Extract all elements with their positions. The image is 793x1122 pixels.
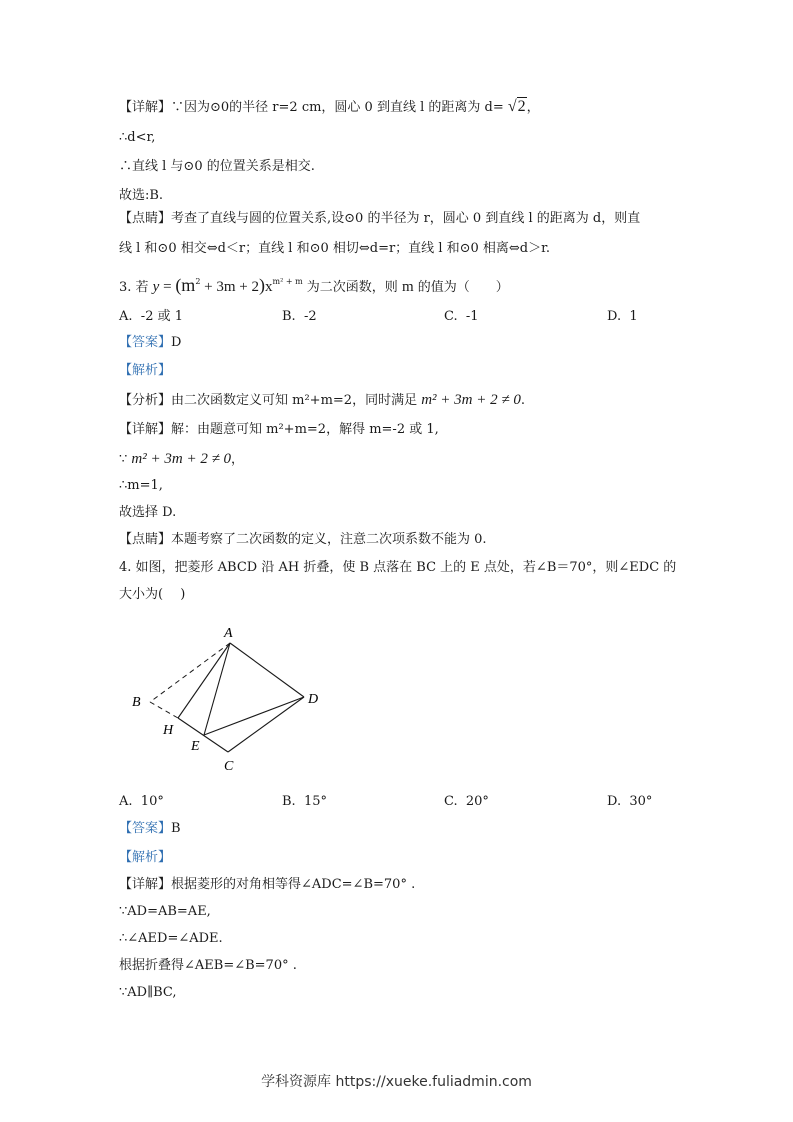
q2-line2: ∴d<r, [119,130,156,145]
answer-value: D [171,335,182,350]
detail-text: 根据菱形的对角相等得∠ADC=∠B=70° . [171,877,416,892]
edge-ad [230,643,304,697]
q4-option-a[interactable] [119,793,164,811]
q4-answer [119,820,181,838]
formula-eq: = [159,279,176,295]
option-label: A. [119,309,133,324]
q2-detail-tag: 【详解】 [119,100,172,115]
q3-comment [119,531,487,549]
q3-suffix1: 为二次函数，则 [302,280,402,295]
q3-option-a[interactable] [119,308,183,326]
q2-comment-text1: 考查了直线与圆的位置关系,设⊙0 的半径为 r，圆心 0 到直线 l 的距离为 d，则直 [171,211,641,226]
detail-tag: 【详解】 [119,877,172,892]
q3-because [119,450,244,469]
option-text: 10° [140,794,164,809]
edge-ae [204,643,230,735]
option-label: B. [282,794,296,809]
edge-ed [204,697,304,735]
option-text: -2 [303,309,317,324]
option-text: -1 [465,309,479,324]
edge-hc [178,718,228,752]
edge-cd [228,697,304,752]
q3-option-d[interactable] [607,308,638,326]
answer-value: B [171,821,181,836]
formula-mid: + 3m + 2 [200,279,259,295]
label-d: D [308,692,319,707]
edge-ah [178,643,230,718]
option-label: C. [444,309,458,324]
q4-detail [119,876,415,894]
q4-option-c[interactable] [444,793,489,811]
q3-analysis-tag: 【解析】 [119,363,172,378]
var-m: m [401,279,414,295]
edge-bh-dashed [150,702,178,718]
formula-close: ) [259,275,265,295]
q4-stem-line1: 4. 如图，把菱形 ABCD 沿 AH 折叠，使 B 点落在 BC 上的 E 点处，若∠B＝70°，则∠EDC 的 [119,560,677,575]
q3-detail [119,421,439,439]
q4-line2: ∵AD=AB=AE, [119,904,211,919]
q2-detail-end: ， [526,100,540,115]
q4-line5: ∵AD∥BC, [119,985,177,1000]
option-text: 15° [303,794,327,809]
q2-comment-line1 [119,210,640,228]
because-formula: m² + 3m + 2 ≠ 0 [131,451,232,467]
option-label: C. [444,794,458,809]
label-a: A [224,626,233,641]
formula-x: x [265,279,273,295]
formula-y: y [152,279,160,295]
because-symbol: ∵ [119,452,132,467]
q2-line4: 故选:B. [119,188,164,203]
q2-detail-text: ∵因为⊙0的半径 r=2 cm，圆心 0 到直线 l 的距离为 d= [171,100,508,115]
label-c: C [224,759,234,774]
q2-line3: ∴直线 l 与⊙0 的位置关系是相交. [119,159,315,174]
answer-tag: 【答案】 [119,335,172,350]
detail-text: 解：由题意可知 m²+m=2，解得 m=-2 或 1, [171,422,439,437]
label-e: E [191,739,200,754]
option-label: D. [607,309,622,324]
q4-analysis-tag: 【解析】 [119,850,172,865]
sqrt-radicand: 2 [517,98,526,115]
q4-line3: ∴∠AED=∠ADE. [119,931,223,946]
fenxi-text: 由二次函数定义可知 m²+m=2，同时满足 [171,393,422,408]
option-text: 20° [465,794,489,809]
option-label: A. [119,794,133,809]
q3-choose: 故选择 D. [119,505,177,520]
q3-option-b[interactable] [282,308,317,326]
label-h: H [163,723,174,738]
q3-therefore: ∴m=1, [119,478,163,493]
formula-sq: 2 [195,277,201,286]
q3-option-c[interactable] [444,308,479,326]
option-text: -2 或 1 [140,309,183,324]
rhombus-figure [120,620,340,780]
q3-answer [119,334,181,352]
because-end: ， [231,452,245,467]
q3-prefix: 3. 若 [119,280,153,295]
option-label: B. [282,309,296,324]
q2-comment-line2: 线 l 和⊙0 相交⇔d＜r；直线 l 和⊙0 相切⇔d=r；直线 l 和⊙0 相离⇔d＞r. [119,241,551,256]
q3-fenxi [119,391,525,410]
formula-exp: m² + m [272,277,303,286]
sqrt-two: √2 [507,98,526,115]
fenxi-formula: m² + 3m + 2 ≠ 0 [421,392,521,408]
comment-tag: 【点睛】 [119,532,172,547]
q4-stem-line2: 大小为( ) [119,587,186,602]
comment-text: 本题考察了二次函数的定义，注意二次项系数不能为 0. [171,532,487,547]
option-label: D. [607,794,622,809]
q3-suffix2: 的值为（ ） [413,280,509,295]
q4-line4: 根据折叠得∠AEB=∠B=70° . [119,958,297,973]
fenxi-end: . [520,393,525,408]
q3-stem [119,273,509,297]
q2-detail-line [119,98,540,117]
formula-paren: (m [175,275,196,295]
q4-option-d[interactable] [607,793,652,811]
q2-comment-tag: 【点睛】 [119,211,172,226]
fenxi-tag: 【分析】 [119,393,172,408]
label-b: B [132,695,141,710]
option-text: 1 [629,309,638,324]
q4-option-b[interactable] [282,793,327,811]
page-footer: 学科资源库 https://xueke.fuliadmin.com [261,1074,532,1090]
edge-ab-dashed [150,643,230,702]
answer-tag: 【答案】 [119,821,172,836]
detail-tag: 【详解】 [119,422,172,437]
option-text: 30° [629,794,653,809]
